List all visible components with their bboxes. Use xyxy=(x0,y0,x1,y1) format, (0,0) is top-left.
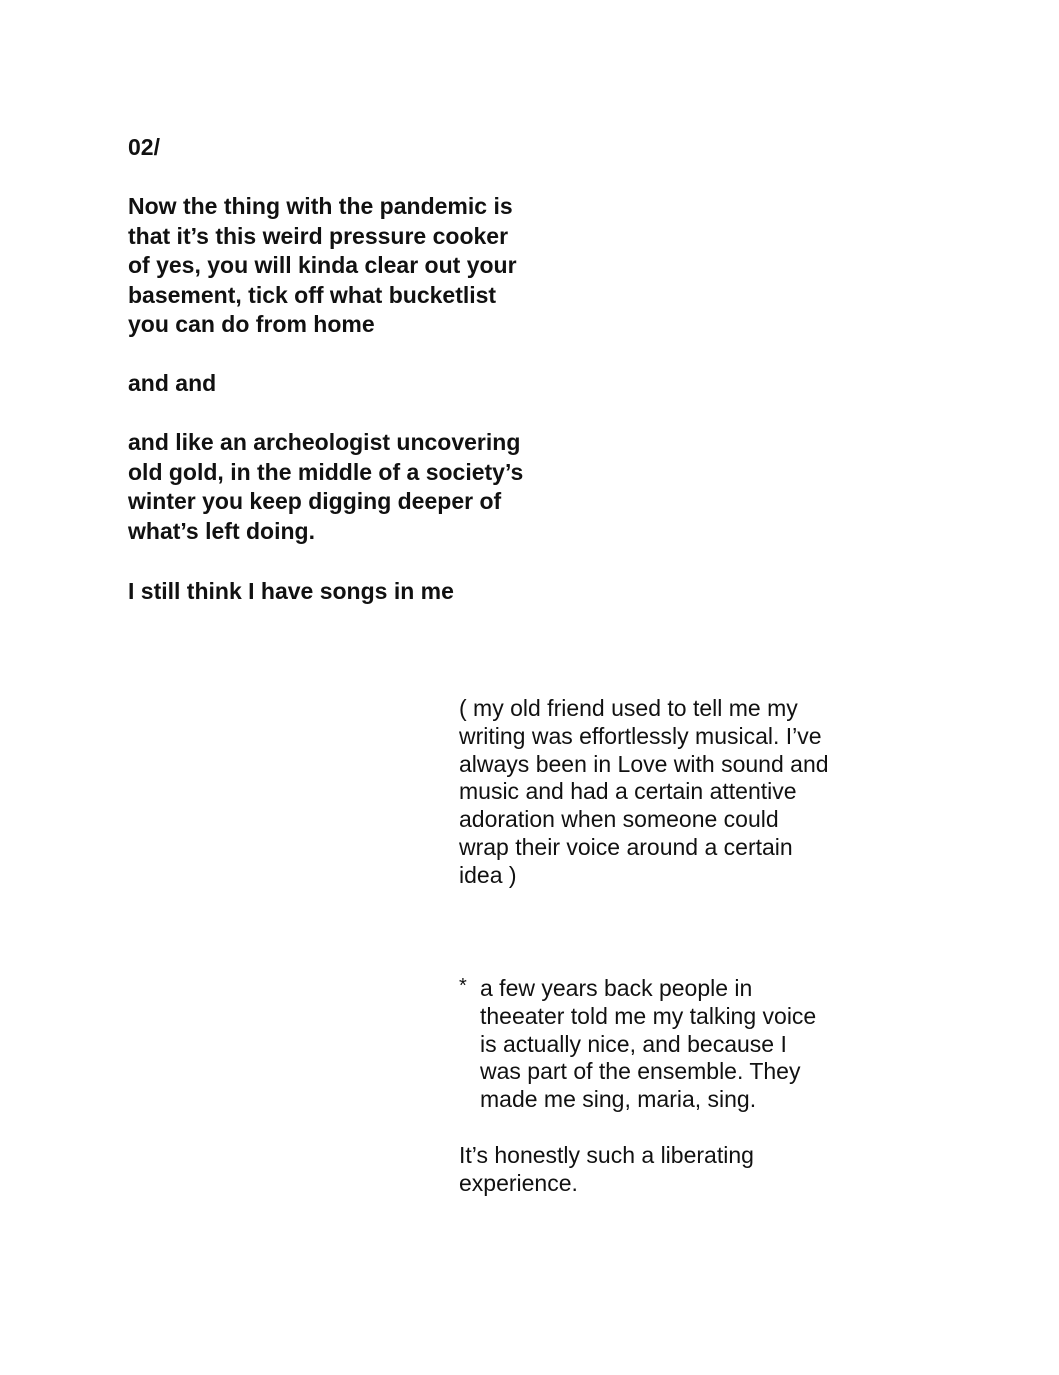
paragraph-pandemic: Now the thing with the pandemic is that it’s this weird pressure cooker of yes, you will kinda clear out your basement, tick off what bucketlist you can do from home xyxy=(128,193,517,338)
paragraph-songs: I still think I have songs in me xyxy=(128,578,454,604)
aside-theater-note: a few years back people in theeater told me my talking voice is actually nice, and because I was part of the ensemble. They made me sing, maria, sing. xyxy=(480,975,817,1113)
paragraph-archeologist: and like an archeologist uncovering old gold, in the middle of a society’s winter you keep digging deeper of what’s left doing. xyxy=(128,429,524,544)
footnote-asterisk: * xyxy=(459,975,467,997)
aside-friend-note: ( my old friend used to tell me my writing was effortlessly musical. I’ve always been in Love with sound and music and had a certain attentive adoration when someone could wrap their voice around a certain idea ) xyxy=(459,695,829,888)
paragraph-and-and: and and xyxy=(128,370,217,396)
section-number: 02/ xyxy=(128,134,160,160)
aside-closing-note: It’s honestly such a liberating experience. xyxy=(459,1142,754,1196)
